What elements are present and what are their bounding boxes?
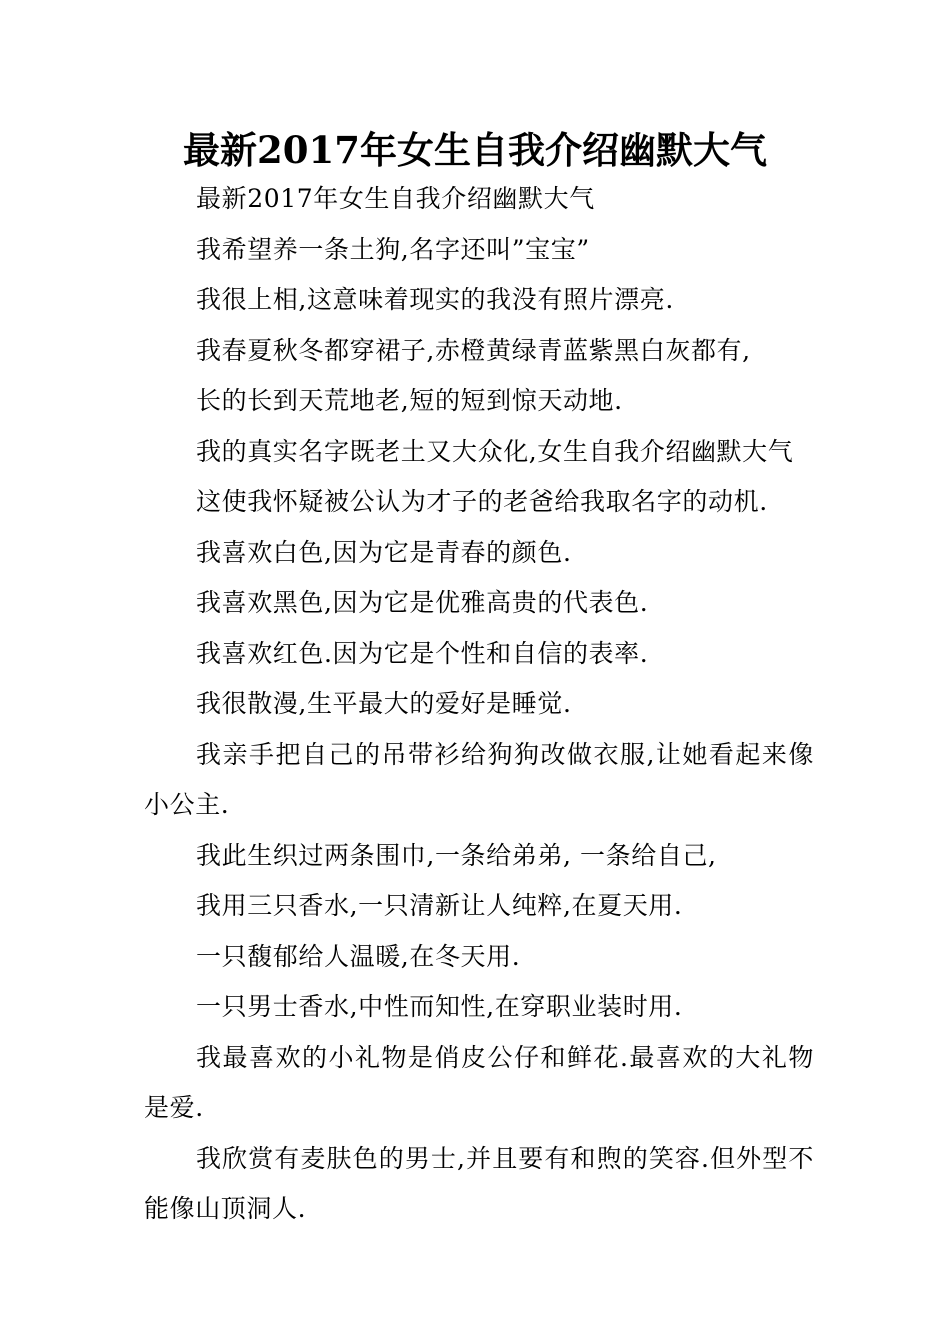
paragraph-8: 我喜欢白色,因为它是青春的颜色. (196, 537, 572, 567)
paragraph-4: 我春夏秋冬都穿裙子,赤橙黄绿青蓝紫黑白灰都有, (196, 335, 751, 365)
paragraph-14: 我用三只香水,一只清新让人纯粹,在夏天用. (196, 891, 683, 920)
paragraph-12: 我亲手把自己的吊带衫给狗狗改做衣服,让她看起来像小公主. (144, 739, 814, 819)
paragraph-17: 我最喜欢的小礼物是俏皮公仔和鲜花.最喜欢的大礼物是爱. (144, 1042, 814, 1122)
paragraph-3: 我很上相,这意味着现实的我没有照片漂亮. (196, 285, 674, 314)
paragraph-15: 一只馥郁给人温暖,在冬天用. (196, 941, 521, 971)
paragraph-16: 一只男士香水,中性而知性,在穿职业装时用. (196, 992, 683, 1021)
paragraph-10: 我喜欢红色.因为它是个性和自信的表率. (196, 638, 649, 668)
paragraph-7: 这使我怀疑被公认为才子的老爸给我取名字的动机. (196, 487, 768, 516)
paragraph-1: 最新2017年女生自我介绍幽默大气 (196, 184, 595, 213)
document-title: 最新2017年女生自我介绍幽默大气 (183, 128, 767, 172)
paragraph-2: 我希望养一条土狗,名字还叫”宝宝” (196, 234, 590, 264)
paragraph-6: 我的真实名字既老土又大众化,女生自我介绍幽默大气 (196, 436, 794, 466)
paragraph-9: 我喜欢黑色,因为它是优雅高贵的代表色. (196, 588, 649, 617)
paragraph-5: 长的长到天荒地老,短的短到惊天动地. (196, 386, 623, 415)
paragraph-13: 我此生织过两条围巾,一条给弟弟, 一条给自己, (196, 840, 717, 870)
paragraph-11: 我很散漫,生平最大的爱好是睡觉. (196, 689, 572, 718)
paragraph-18: 我欣赏有麦肤色的男士,并且要有和煦的笑容.但外型不能像山顶洞人. (144, 1143, 814, 1223)
document-body (144, 174, 814, 1235)
